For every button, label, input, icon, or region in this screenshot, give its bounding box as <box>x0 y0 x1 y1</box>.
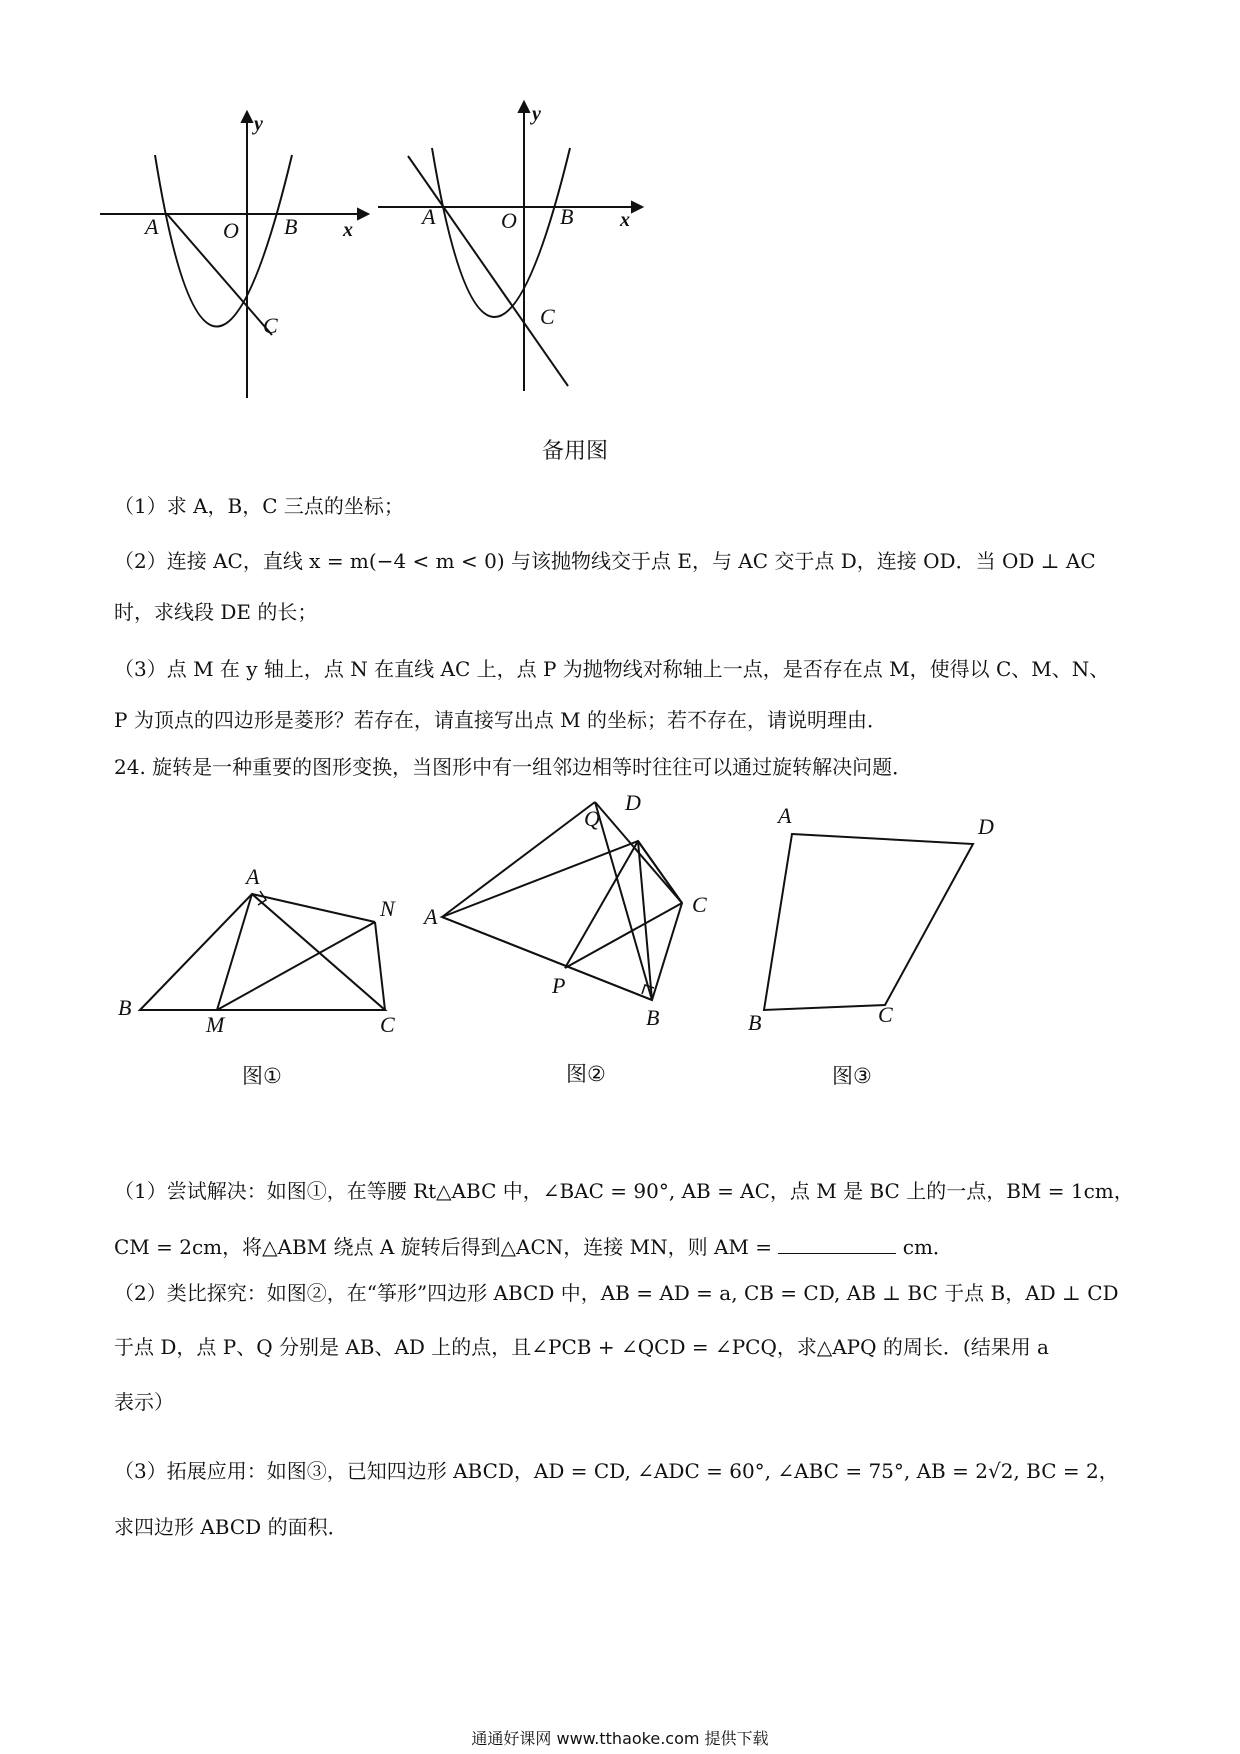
label-c: C <box>380 1012 395 1037</box>
segment-an <box>252 894 375 922</box>
q24-part1-line1: （1）尝试解决：如图①，在等腰 Rt△ABC 中，∠BAC = 90°, AB = AC，点 M 是 BC 上的一点，BM = 1cm， <box>114 1179 1134 1203</box>
label-b: B <box>118 995 132 1020</box>
segment-nc <box>375 922 385 1010</box>
q23-part2-line1: （2）连接 AC，直线 x = m(−4 < m < 0) 与该抛物线交于点 E，与 AC 交于点 D，连接 OD．当 OD ⊥ AC <box>114 549 1096 573</box>
figure-2 <box>420 790 740 1050</box>
label-x: x <box>343 219 353 241</box>
triangle-abc <box>140 894 385 1010</box>
label-m: M <box>206 1012 225 1037</box>
label-d: D <box>625 790 641 815</box>
parabola-graph-2 <box>378 96 648 396</box>
y-axis-arrow <box>242 112 252 122</box>
label-c: C <box>692 892 707 917</box>
label-a: A <box>424 904 438 929</box>
label-o: O <box>501 208 517 233</box>
label-a: A <box>145 214 159 239</box>
parabola-graph-1 <box>100 108 370 408</box>
label-a: A <box>422 204 436 229</box>
answer-blank[interactable] <box>778 1233 896 1254</box>
segment-qc <box>638 841 682 903</box>
label-b: B <box>284 214 298 239</box>
label-p: P <box>552 973 566 998</box>
label-x: x <box>620 209 630 231</box>
label-b: B <box>646 1005 660 1030</box>
x-axis-arrow <box>632 202 642 212</box>
label-a: A <box>778 803 792 828</box>
label-a: A <box>246 864 260 889</box>
q24-part1-unit: cm． <box>902 1235 953 1259</box>
segment-qp <box>565 841 638 968</box>
right-angle-mark <box>258 891 266 905</box>
q24-part3-line1: （3）拓展应用：如图③，已知四边形 ABCD，AD = CD, ∠ADC = 60°, ∠ABC = 75°, AB = 2√2, BC = 2， <box>114 1459 1119 1483</box>
label-q: Q <box>584 806 600 831</box>
figure-3-caption: 图③ <box>832 1064 872 1088</box>
label-y: y <box>254 113 263 135</box>
label-c: C <box>878 1002 893 1027</box>
q23-part1: （1）求 A，B，C 三点的坐标； <box>114 494 404 518</box>
y-axis-arrow <box>519 102 529 112</box>
graph2-caption: 备用图 <box>542 439 609 464</box>
segment-ab <box>442 917 652 1000</box>
q24-part1-line2-text: CM = 2cm，将△ABM 绕点 A 旋转后得到△ACN，连接 MN，则 AM = <box>114 1235 773 1259</box>
label-b: B <box>748 1010 762 1035</box>
figure-1-caption: 图① <box>242 1064 282 1088</box>
q24-part2-line2: 于点 D，点 P、Q 分别是 AB、AD 上的点，且∠PCB + ∠QCD = ∠PCQ，求△APQ 的周长．(结果用 a <box>114 1335 1049 1359</box>
label-b: B <box>560 204 574 229</box>
page-footer: 通通好课网 www.tthaoke.com 提供下载 <box>471 1729 769 1748</box>
figure-1 <box>110 860 410 1040</box>
figure-2-caption: 图② <box>566 1062 606 1086</box>
q24-part2-line3: 表示） <box>114 1390 174 1414</box>
q23-part2-line2: 时，求线段 DE 的长； <box>114 600 318 624</box>
label-y: y <box>532 103 541 125</box>
q24-part2-line1: （2）类比探究：如图②，在“筝形”四边形 ABCD 中，AB = AD = a, CB = CD, AB ⊥ BC 于点 B，AD ⊥ CD <box>114 1281 1119 1305</box>
x-axis-arrow <box>358 209 368 219</box>
label-n: N <box>380 896 395 921</box>
label-d: D <box>978 814 994 839</box>
q24-part1-line2 <box>114 1232 953 1262</box>
label-c: C <box>263 313 278 338</box>
label-c: C <box>540 304 555 329</box>
figure-3 <box>738 800 1018 1040</box>
q23-part3-line2: P 为顶点的四边形是菱形？若存在，请直接写出点 M 的坐标；若不存在，请说明理由． <box>114 708 888 732</box>
q24-part3-line2: 求四边形 ABCD 的面积． <box>114 1515 348 1539</box>
q23-part3-line1: （3）点 M 在 y 轴上，点 N 在直线 AC 上，点 P 为抛物线对称轴上一点，是否存在点 M，使得以 C、M、N、 <box>114 657 1110 681</box>
segment-ad <box>442 802 595 917</box>
segment-mn <box>217 922 375 1010</box>
quadrilateral-abcd <box>764 834 973 1010</box>
line-ac <box>408 156 568 386</box>
label-o: O <box>223 218 239 243</box>
q24-intro: 24. 旋转是一种重要的图形变换，当图形中有一组邻边相等时往往可以通过旋转解决问题． <box>114 755 913 779</box>
